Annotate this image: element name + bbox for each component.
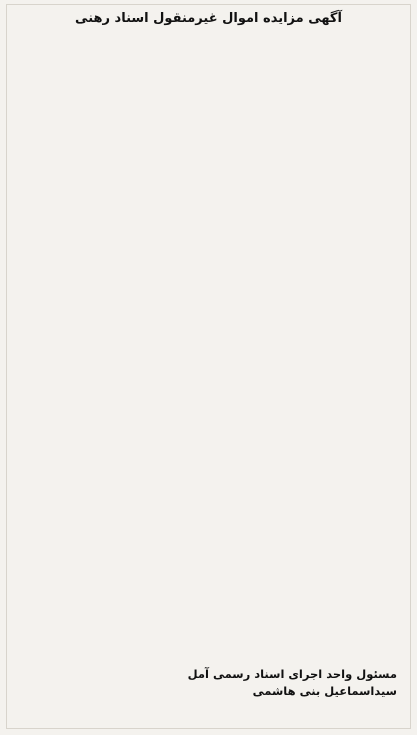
signature-name: سیداسماعیل بنی هاشمی	[252, 684, 397, 698]
notice-title: آگهی مزایده اموال غیرمنقول اسناد رهنی	[75, 11, 342, 26]
page-border	[6, 4, 411, 729]
signature-office: مسئول واحد اجرای اسناد رسمی آمل	[187, 667, 397, 681]
